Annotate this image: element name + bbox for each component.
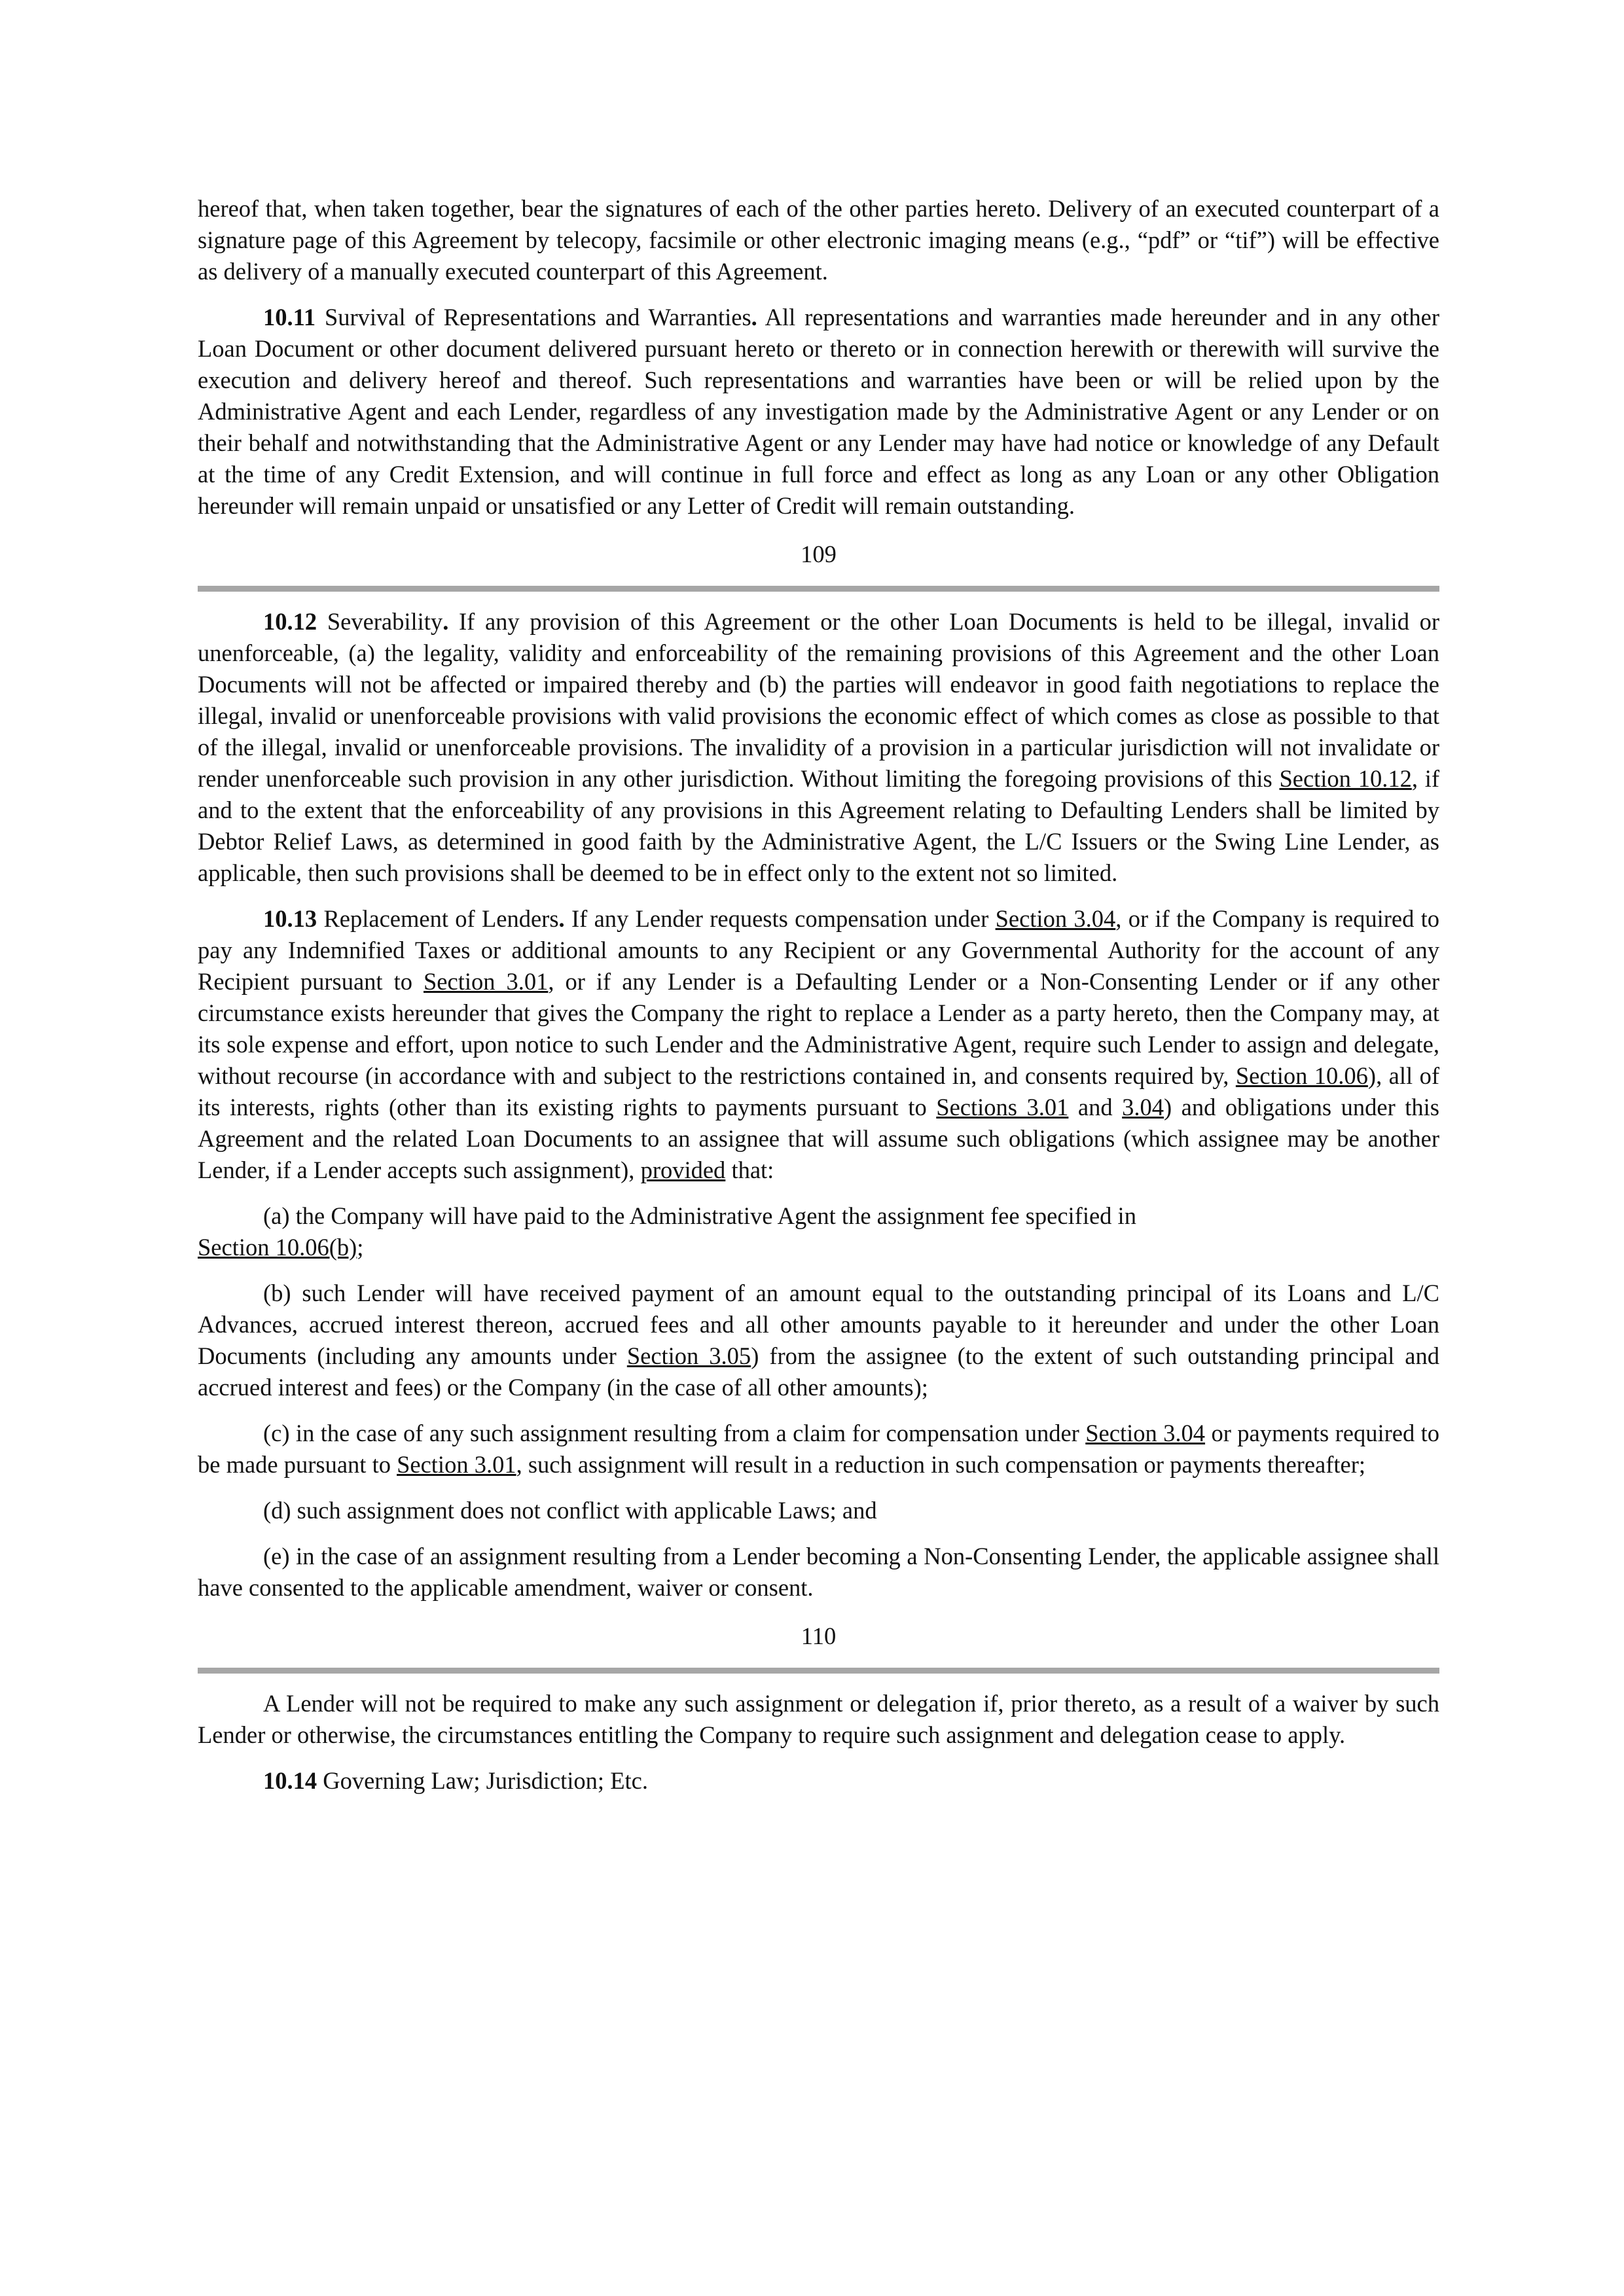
cross-reference-link[interactable]: Sections 3.01	[936, 1094, 1069, 1121]
cross-reference-link[interactable]: Section 3.04	[1085, 1420, 1206, 1446]
section-title: Survival of Representations and Warranties	[324, 304, 751, 331]
section-10-12-paragraph: 10.12 Severability. If any provision of this Agreement or the other Loan Documents is held to be illegal, invalid or unenforceable, (a) the legality, validity and enforceability of the remaining provisions of this Agreement and the other Loan Documents will not be affected or impaired thereby and (b) the parties will endeavor in good faith negotiations to replace the illegal, invalid or unenforceable provisions with valid provisions the economic effect of which comes as close as possible to that of the illegal, invalid or unenforceable provisions. The invalidity of a provision in a particular jurisdiction will not invalidate or render unenforceable such provision in any other jurisdiction. Without limiting the foregoing provisions of this Section 10.12, if and to the extent that the enforceability of any provisions in this Agreement relating to Defaulting Lenders shall be limited by Debtor Relief Laws, as determined in good faith by the Administrative Agent, the L/C Issuers or the Swing Line Lender, as applicable, then such provisions shall be deemed to be in effect only to the extent not so limited.	[198, 608, 1440, 886]
cross-reference-link[interactable]: 3.04	[1122, 1094, 1164, 1121]
page-number: 110	[801, 1623, 837, 1649]
clause-text: (a) the Company will have paid to the Administrative Agent the assignment fee specified in	[263, 1202, 1136, 1229]
section-number: 10.14	[263, 1767, 317, 1794]
cross-reference-link[interactable]: Section 10.06	[1235, 1062, 1368, 1089]
cross-reference-link[interactable]: Section 3.05	[626, 1342, 751, 1369]
clause-text: (b) such Lender will have received payment of an amount equal to the outstanding principal of its Loans and L/C Advances, accrued interest thereon, accrued fees and all other amounts payable to it hereunder and under the other Loan Documents (including any amounts under	[198, 1280, 1439, 1369]
section-text: , if and to the extent that the enforceability of any provisions in this Agreement relating to Defaulting Lenders shall be limited by Debtor Relief Laws, as determined in good faith by the Administrative Agent, the L/C Issuers or the Swing Line Lender, as applicable, then such provisions shall be deemed to be in effect only to the extent not so limited.	[198, 765, 1440, 886]
section-10-11-paragraph: 10.11 Survival of Representations and Warranties. All representations and warranties made hereunder and in any other Loan Document or other document delivered pursuant hereto or thereto or in connection herewith or therewith will survive the execution and delivery hereof and thereof. Such representations and warranties have been or will be relied upon by the Administrative Agent and each Lender, regardless of any investigation made by the Administrative Agent or any Lender or on their behalf and notwithstanding that the Administrative Agent or any Lender may have had notice or knowledge of any Default at the time of any Credit Extension, and will continue in full force and effect as long as any Loan or any other Obligation hereunder will remain unpaid or unsatisfied or any Letter of Credit will remain outstanding.	[198, 304, 1439, 519]
clause-text: ;	[357, 1234, 364, 1261]
clause-text: ) from the assignee (to the extent of such outstanding principal and accrued interest and fees) or the Company (in the case of all other amounts);	[198, 1342, 1440, 1401]
clause-text: or payments required to be made pursuant to	[198, 1420, 1440, 1478]
clause-c-paragraph	[198, 1418, 1439, 1480]
clause-d-paragraph: (d) such assignment does not conflict with applicable Laws; and	[263, 1497, 877, 1524]
clause-e-paragraph: (e) in the case of an assignment resulting from a Lender becoming a Non-Consenting Lender, the applicable assignee shall have consented to the applicable amendment, waiver or consent.	[198, 1543, 1439, 1601]
document-page	[198, 193, 1439, 1811]
section-10-14-heading	[198, 1765, 1439, 1797]
section-number: 10.12	[263, 608, 317, 635]
clause-a-paragraph	[198, 1200, 1439, 1263]
section-text: If any provision of this Agreement or the other Loan Documents is held to be illegal, invalid or unenforceable, (a) the legality, validity and enforceability of the remaining provisions of this Agreement and the other Loan Documents will not be affected or impaired thereby and (b) the parties will endeavor in good faith negotiations to replace the illegal, invalid or unenforceable provisions with valid provisions the economic effect of which comes as close as possible to that of the illegal, invalid or unenforceable provisions. The invalidity of a provision in a particular jurisdiction will not invalidate or render unenforceable such provision in any other jurisdiction. Without limiting the foregoing provisions of this	[198, 608, 1440, 792]
counterparts-continuation-paragraph: hereof that, when taken together, bear the signatures of each of the other parties hereto. Delivery of an executed counterpart of a signature page of this Agreement by telecopy, facsimile or other electronic imaging means (e.g., “pdf” or “tif”) will be effective as delivery of a manually executed counterpart of this Agreement.	[198, 195, 1439, 285]
section-text: that:	[731, 1157, 774, 1183]
cross-reference-link[interactable]: Section 3.01	[424, 968, 549, 995]
section-text: ), all of its interests, rights (other than its existing rights to payments pursuant to	[198, 1062, 1439, 1121]
provided-term: provided	[640, 1157, 726, 1183]
section-text: If any Lender requests compensation under	[571, 905, 989, 932]
section-number: 10.11	[263, 304, 316, 331]
section-text: All representations and warranties made hereunder and in any other Loan Document or other document delivered pursuant hereto or thereto or in connection herewith or therewith will survive the execution and delivery hereof and thereof. Such representations and warranties have been or will be relied upon by the Administrative Agent and each Lender, regardless of any investigation made by the Administrative Agent or any Lender or on their behalf and notwithstanding that the Administrative Agent or any Lender may have had notice or knowledge of any Default at the time of any Credit Extension, and will continue in full force and effect as long as any Loan or any other Obligation hereunder will remain unpaid or unsatisfied or any Letter of Credit will remain outstanding.	[198, 304, 1439, 519]
page-number: 109	[801, 541, 837, 567]
cross-reference-link[interactable]: Section 10.06(b)	[198, 1234, 357, 1261]
clause-text: (c) in the case of any such assignment resulting from a claim for compensation under	[263, 1420, 1079, 1446]
section-title: Governing Law; Jurisdiction; Etc.	[323, 1767, 648, 1794]
assignment-not-required-paragraph: A Lender will not be required to make any such assignment or delegation if, prior thereto, as a result of a waiver by such Lender or otherwise, the circumstances entitling the Company to require such assignment and delegation cease to apply.	[198, 1690, 1439, 1748]
section-number: 10.13	[263, 905, 317, 932]
cross-reference-link[interactable]: Section 3.01	[397, 1451, 516, 1478]
section-title: Severability	[327, 608, 443, 635]
page-divider	[198, 586, 1439, 592]
cross-reference-link[interactable]: Section 10.12	[1279, 765, 1412, 792]
clause-text: , such assignment will result in a reduction in such compensation or payments thereafter;	[516, 1451, 1366, 1478]
section-text: and	[1077, 1094, 1113, 1121]
page-divider	[198, 1668, 1439, 1674]
section-text: , or if the Company is required to pay any Indemnified Taxes or additional amounts to any Recipient or any Governmental Authority for the account of any Recipient pursuant to	[198, 905, 1440, 995]
clause-b-paragraph	[198, 1278, 1439, 1403]
section-10-13-paragraph: 10.13 Replacement of Lenders. If any Lender requests compensation under Section 3.04, or if the Company is required to pay any Indemnified Taxes or additional amounts to any Recipient or any Governmental Authority for the account of any Recipient pursuant to Section 3.01, or if any Lender is a Defaulting Lender or a Non-Consenting Lender or if any other circumstance exists hereunder that gives the Company the right to replace a Lender as a party hereto, then the Company may, at its sole expense and effort, upon notice to such Lender and the Administrative Agent, require such Lender to assign and delegate, without recourse (in accordance with and subject to the restrictions contained in, and consents required by, Section 10.06), all of its interests, rights (other than its existing rights to payments pursuant to Sections 3.01 and 3.04) and obligations under this Agreement and the related Loan Documents to an assignee that will assume such obligations (which assignee may be another Lender, if a Lender accepts such assignment), provided that:	[198, 905, 1440, 1183]
cross-reference-link[interactable]: Section 3.04	[995, 905, 1116, 932]
section-title: Replacement of Lenders	[323, 905, 559, 932]
section-text: ) and obligations under this Agreement and the related Loan Documents to an assignee that will assume such obligations (which assignee may be another Lender, if a Lender accepts such assignment),	[198, 1094, 1440, 1183]
section-text: , or if any Lender is a Defaulting Lender or a Non-Consenting Lender or if any other circumstance exists hereunder that gives the Company the right to replace a Lender as a party hereto, then the Company may, at its sole expense and effort, upon notice to such Lender and the Administrative Agent, require such Lender to assign and delegate, without recourse (in accordance with and subject to the restrictions contained in, and consents required by,	[198, 968, 1440, 1089]
